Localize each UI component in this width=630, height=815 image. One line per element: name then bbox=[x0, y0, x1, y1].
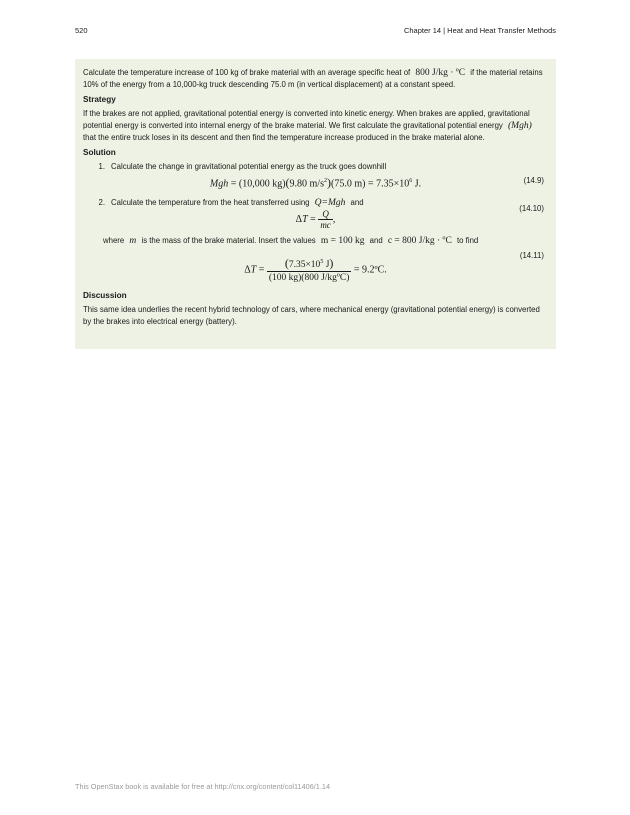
discussion-heading: Discussion bbox=[83, 290, 127, 300]
where-and: and bbox=[369, 235, 383, 245]
chapter-header: Chapter 14 | Heat and Heat Transfer Methods bbox=[403, 26, 556, 35]
footer-text: This OpenStax book is available for free at http://cnx.org/content/col11406/1.14 bbox=[75, 782, 331, 791]
step-text bbox=[111, 197, 548, 209]
equation-body: Mgh = (10,000 kg)(9.80 $m/s^2)(75.0$ $m) = 7.35\times 10^6$ J. bbox=[209, 174, 422, 189]
problem-statement bbox=[83, 67, 548, 91]
problem-text: Calculate the temperature increase of 100 kg of brake material with an average specific heat of bbox=[83, 68, 411, 77]
equation-label: (14.9) bbox=[523, 175, 544, 185]
solution-step-2 bbox=[83, 197, 548, 209]
equation-label: (14.10) bbox=[519, 203, 544, 213]
where-1: where bbox=[103, 235, 125, 245]
equation-body: ΔT = $\frac{(7.35\times 10^5 J)}{\text{(100 kg)(800 J/kgºC)}}$ = 9.2ºC. bbox=[244, 255, 387, 283]
equation-14-11 bbox=[83, 250, 548, 286]
where-c-value: c = 800 J/kg · ºC bbox=[387, 235, 452, 246]
where-m-value: m = 100 kg bbox=[320, 235, 365, 246]
solution-heading: Solution bbox=[83, 147, 116, 157]
where-2: is the mass of the brake material. Insert the values bbox=[141, 235, 316, 245]
example-box bbox=[75, 59, 556, 349]
where-m: m bbox=[129, 235, 137, 246]
where-text bbox=[103, 235, 548, 247]
step-text-1: Calculate the temperature from the heat transferred using bbox=[111, 197, 310, 207]
strategy-text bbox=[83, 108, 548, 144]
specific-heat-math: 800 J/kg · ºC bbox=[415, 68, 466, 78]
step-number: 2. bbox=[98, 197, 105, 207]
step-text-2: and bbox=[350, 197, 364, 207]
equation-14-9 bbox=[83, 175, 548, 195]
strategy-math: (Mgh) bbox=[508, 120, 532, 131]
problem-text-end: material retains 10% of the energy from a 10,000-kg truck descending 75.0 m (in vertical displacement) at a constant speed. bbox=[83, 68, 543, 89]
equation-14-10 bbox=[83, 203, 548, 233]
problem-text-cont: if the bbox=[470, 68, 488, 77]
strategy-text-1: If the brakes are not applied, gravitational potential energy is converted into kinetic energy. When brakes are applied, gravitational potential energy is converted into internal energy of the brake material. We first calculate the gravitational potential energy bbox=[83, 109, 530, 130]
page-number: 520 bbox=[75, 26, 88, 35]
strategy-heading: Strategy bbox=[83, 95, 116, 104]
step-math: Q=Mgh bbox=[314, 197, 346, 208]
equation-body: ΔT = $\frac{Q}{mc}$ , bbox=[295, 208, 336, 230]
step-number: 1. bbox=[98, 161, 105, 171]
solution-step-1 bbox=[83, 161, 548, 173]
step-text: Calculate the change in gravitational potential energy as the truck goes downhill bbox=[111, 161, 387, 171]
discussion-text: This same idea underlies the recent hybrid technology of cars, where mechanical energy (gravitational potential energy) is converted by the brakes into electrical energy (battery). bbox=[83, 304, 540, 326]
equation-label: (14.11) bbox=[519, 250, 544, 260]
strategy-text-2: that the entire truck loses in its descent and then find the temperature increase produced in the brake material alone. bbox=[83, 133, 485, 142]
where-3: to find bbox=[457, 235, 479, 245]
